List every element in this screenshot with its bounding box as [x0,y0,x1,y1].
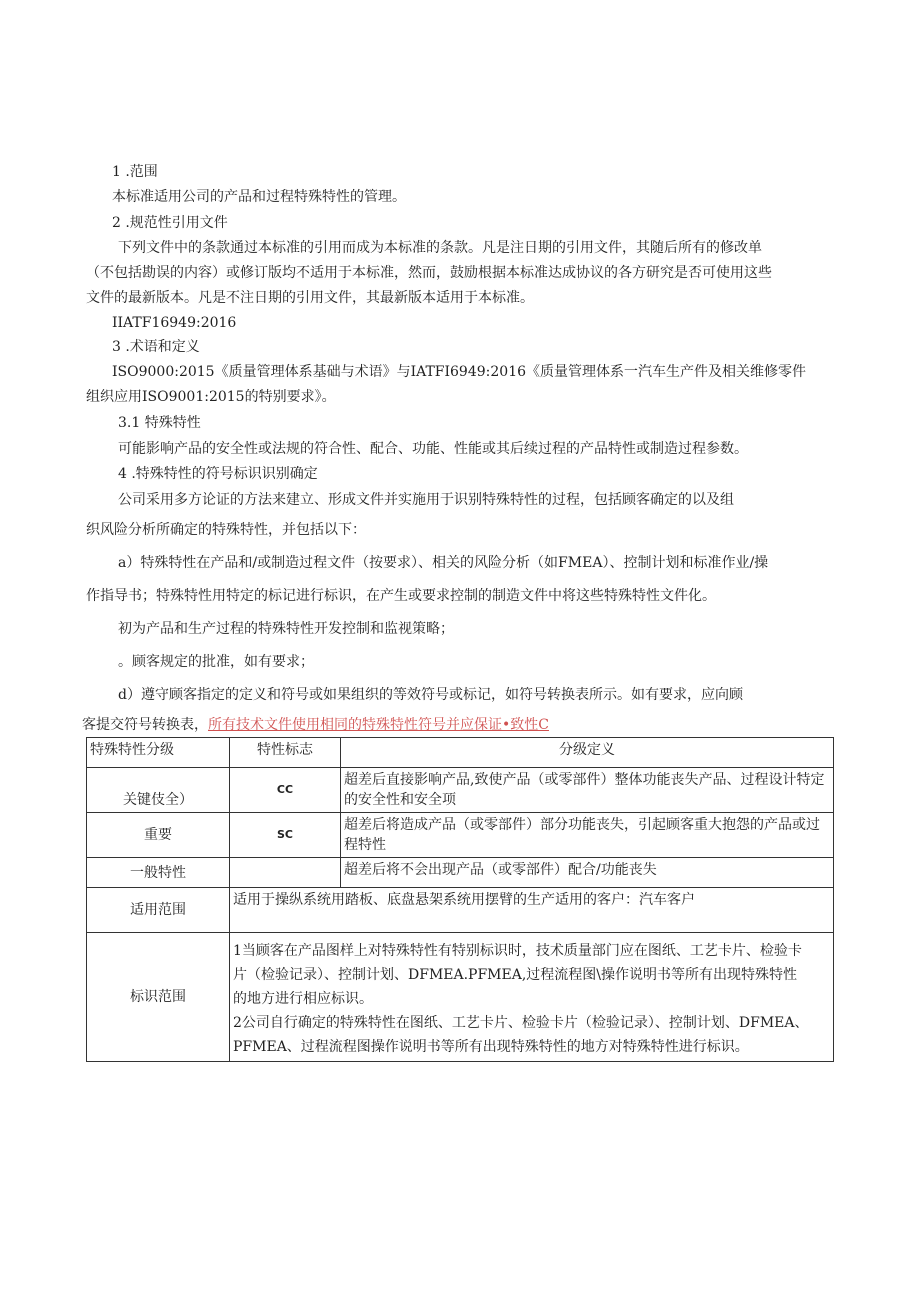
special-characteristics-table [86,737,834,1062]
item-a-line-2: 作指导书；特殊特性用特定的标记进行标识，在产生或要求控制的制造文件中将这些特殊特性文件化。 [86,588,716,604]
scope-text: 适用于操纵系统用踏板、底盘悬架系统用摆臂的生产适用的客户：汽车客户 [230,888,834,933]
section-1-heading: 1 .范围 [112,164,158,180]
section-2-body-line-2: （不包括勘误的内容）或修订版均不适用于本标准，然而，鼓励根据本标准达成协议的各方研究是否可使用这些 [86,265,772,281]
id-text-item-2: 2公司自行确定的特殊特性在图纸、工艺卡片、检验卡片（检验记录）、控制计划、DFMEA、PFMEA、过程流程图操作说明书等所有出现特殊特性的地方对特殊特性进行标识。 [233,1015,809,1055]
red-underlined-note: 所有技术文件使用相同的特殊特性符号并应保证•致性C [208,717,549,733]
section-1-body: 本标准适用公司的产品和过程特殊特性的管理。 [112,189,406,205]
item-c: 。顾客规定的批准，如有要求； [118,654,314,670]
header-class: 特殊特性分级 [87,738,230,768]
row3-class: 一般特性 [87,858,230,888]
table-row [87,858,834,888]
id-text [230,933,834,1062]
item-d-line-2 [82,715,549,735]
item-a-line-1: a）特殊特性在产品和/或制造过程文件（按要求）、相关的风险分析（如FMEA）、控制计划和标准作业/操 [118,555,769,571]
item-d-line-2-text: 客提交符号转换表， [82,717,208,733]
table-row [87,813,834,858]
section-4-heading: 4 .特殊特性的符号标识识别确定 [118,466,318,482]
section-3-heading: 3 .术语和定义 [112,339,200,355]
section-3-1-body: 可能影响产品的安全性或法规的符合性、配合、功能、性能或其后续过程的产品特性或制造过程参数。 [118,441,748,457]
header-definition: 分级定义 [341,738,834,768]
scope-label: 适用范围 [87,888,230,933]
section-2-body-line-3: 文件的最新版本。凡是不注日期的引用文件，其最新版本适用于本标准。 [86,290,534,306]
section-3-1-heading: 3.1 特殊特性 [118,415,201,431]
row2-definition: 超差后将造成产品（或零部件）部分功能丧失，引起顾客重大抱怨的产品或过程特性 [341,813,834,858]
table-row [87,933,834,1062]
row1-mark: CC [230,768,341,813]
table-header-row [87,738,834,768]
row2-mark: SC [230,813,341,858]
section-2-heading: 2 .规范性引用文件 [112,215,228,231]
table-row [87,888,834,933]
row2-class: 重要 [87,813,230,858]
section-2-reference: IIATF16949:2016 [112,315,237,331]
section-4-body-line-1: 公司采用多方论证的方法来建立、形成文件并实施用于识别特殊特性的过程，包括顾客确定的以及组 [118,492,734,508]
section-2-body-line-1: 下列文件中的条款通过本标准的引用而成为本标准的条款。凡是注日期的引用文件，其随后所有的修改单 [118,240,762,256]
id-text-item-1: 1当顾客在产品图样上对特殊特性有特别标识时，技术质量部门应在图纸、工艺卡片、检验卡片（检验记录）、控制计划、DFMEA.PFMEA,过程流程图\操作说明书等所有出现特殊特性的地方进行相应标识。 [233,943,802,1007]
section-4-body-line-2: 织风险分析所确定的特殊特性，并包括以下： [86,522,366,538]
header-mark: 特性标志 [230,738,341,768]
item-b: 初为产品和生产过程的特殊特性开发控制和监视策略； [118,621,454,637]
row3-mark [230,858,341,888]
id-label: 标识范围 [87,933,230,1062]
row1-class: 关键伎全） [87,768,230,813]
item-d-line-1: d）遵守顾客指定的定义和符号或如果组织的等效符号或标记，如符号转换表所示。如有要求，应向顾 [118,687,743,703]
section-3-body-line-2: 组织应用ISO9001:2015的特别要求》。 [86,389,336,405]
table-row [87,768,834,813]
section-3-body-line-1: ISO9000:2015《质量管理体系基础与术语》与IATFI6949:2016《质量管理体系一汽车生产件及相关维修零件 [112,364,807,380]
row3-definition: 超差后将不会出现产品（或零部件）配合/功能丧失 [341,858,834,888]
row1-definition: 超差后直接影响产品,致使产品（或零部件）整体功能丧失产品、过程设计特定的安全性和安全项 [341,768,834,813]
